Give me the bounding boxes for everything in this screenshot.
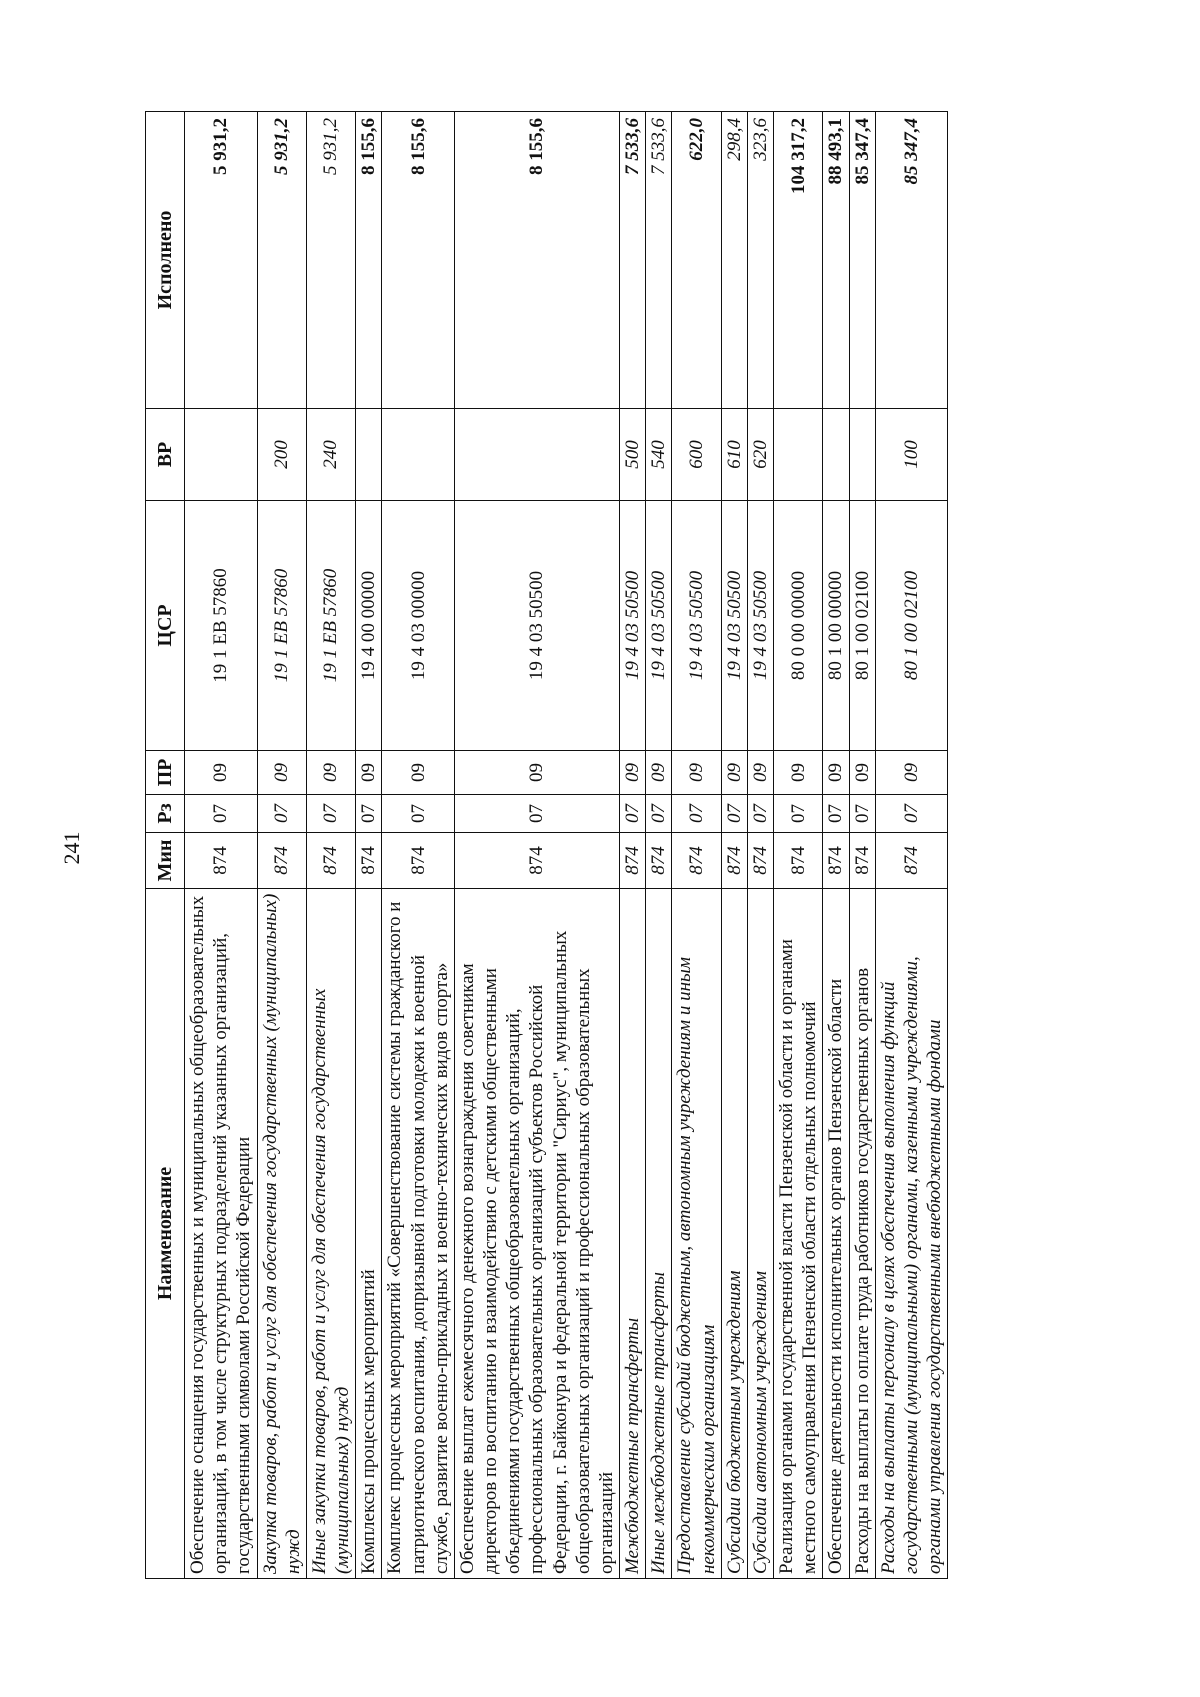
cell-name: Предоставление субсидий бюджетным, автономным учреждениям и иным некоммерческим организациям	[672, 889, 721, 1579]
cell-min: 874	[382, 833, 455, 889]
cell-min: 874	[747, 833, 773, 889]
cell-rz: 07	[185, 795, 258, 833]
table-row	[646, 112, 672, 1579]
budget-table-rotated	[145, 112, 1105, 1579]
cell-min: 874	[875, 833, 948, 889]
table-row	[875, 112, 948, 1579]
cell-name: Реализация органами государственной власти Пензенской области и органами местного самоуправления Пензенской области отдельных полномочий	[774, 889, 823, 1579]
table-row	[382, 112, 455, 1579]
table-row	[721, 112, 747, 1579]
cell-rz: 07	[257, 795, 306, 833]
cell-executed: 5 931,2	[257, 112, 306, 409]
cell-vr: 600	[672, 409, 721, 501]
table-row	[185, 112, 258, 1579]
cell-executed: 85 347,4	[875, 112, 948, 409]
cell-name: Комплексы процессных мероприятий	[356, 889, 382, 1579]
cell-name: Межбюджетные трансферты	[620, 889, 646, 1579]
cell-vr: 240	[306, 409, 355, 501]
cell-min: 874	[356, 833, 382, 889]
cell-rz: 07	[382, 795, 455, 833]
cell-name: Расходы на выплаты персоналу в целях обеспечения выполнения функций государственными (муниципальными) органами, казенными учреждениями, органами управления государственными внебюджетными фондами	[875, 889, 948, 1579]
cell-rz: 07	[646, 795, 672, 833]
cell-pr: 09	[257, 751, 306, 795]
cell-name: Закупка товаров, работ и услуг для обеспечения государственных (муниципальных) нужд	[257, 889, 306, 1579]
header-executed: Исполнено	[146, 112, 185, 409]
cell-csr: 80 1 00 00000	[823, 501, 849, 751]
cell-executed: 8 155,6	[356, 112, 382, 409]
cell-executed: 323,6	[747, 112, 773, 409]
cell-csr: 19 4 03 50500	[721, 501, 747, 751]
cell-rz: 07	[306, 795, 355, 833]
cell-min: 874	[185, 833, 258, 889]
cell-vr	[454, 409, 619, 501]
cell-rz: 07	[672, 795, 721, 833]
cell-vr	[774, 409, 823, 501]
table-row	[774, 112, 823, 1579]
header-vr: ВР	[146, 409, 185, 501]
cell-name: Обеспечение деятельности исполнительных органов Пензенской области	[823, 889, 849, 1579]
table-row	[849, 112, 875, 1579]
cell-pr: 09	[672, 751, 721, 795]
cell-rz: 07	[747, 795, 773, 833]
cell-min: 874	[257, 833, 306, 889]
cell-name: Расходы на выплаты по оплате труда работников государственных органов	[849, 889, 875, 1579]
header-pr: ПР	[146, 751, 185, 795]
cell-executed: 8 155,6	[454, 112, 619, 409]
cell-vr	[185, 409, 258, 501]
cell-min: 874	[849, 833, 875, 889]
cell-csr: 19 4 03 50500	[646, 501, 672, 751]
cell-name: Обеспечение оснащения государственных и муниципальных общеобразовательных организаций, в том числе структурных подразделений указанных организаций, государственными символами Российской Федерации	[185, 889, 258, 1579]
cell-csr: 80 1 00 02100	[849, 501, 875, 751]
cell-vr: 200	[257, 409, 306, 501]
cell-vr: 500	[620, 409, 646, 501]
cell-rz: 07	[620, 795, 646, 833]
cell-executed: 7 533,6	[620, 112, 646, 409]
cell-executed: 5 931,2	[306, 112, 355, 409]
cell-rz: 07	[774, 795, 823, 833]
cell-pr: 09	[356, 751, 382, 795]
cell-name: Субсидии автономным учреждениям	[747, 889, 773, 1579]
cell-pr: 09	[382, 751, 455, 795]
cell-vr	[823, 409, 849, 501]
table-row	[306, 112, 355, 1579]
cell-name: Иные межбюджетные трансферты	[646, 889, 672, 1579]
cell-executed: 8 155,6	[382, 112, 455, 409]
cell-min: 874	[646, 833, 672, 889]
cell-min: 874	[306, 833, 355, 889]
cell-csr: 80 1 00 02100	[875, 501, 948, 751]
cell-vr: 540	[646, 409, 672, 501]
cell-pr: 09	[620, 751, 646, 795]
cell-vr	[382, 409, 455, 501]
cell-min: 874	[823, 833, 849, 889]
table-row	[672, 112, 721, 1579]
cell-pr: 09	[875, 751, 948, 795]
cell-vr	[356, 409, 382, 501]
cell-csr: 19 1 ЕВ 57860	[257, 501, 306, 751]
cell-executed: 88 493,1	[823, 112, 849, 409]
cell-name: Субсидии бюджетным учреждениям	[721, 889, 747, 1579]
cell-executed: 5 931,2	[185, 112, 258, 409]
cell-vr: 100	[875, 409, 948, 501]
table-row	[620, 112, 646, 1579]
header-min: Мин	[146, 833, 185, 889]
cell-pr: 09	[721, 751, 747, 795]
cell-min: 874	[721, 833, 747, 889]
table-row	[257, 112, 306, 1579]
cell-pr: 09	[747, 751, 773, 795]
cell-min: 874	[672, 833, 721, 889]
cell-pr: 09	[185, 751, 258, 795]
header-csr: ЦСР	[146, 501, 185, 751]
cell-rz: 07	[875, 795, 948, 833]
cell-min: 874	[774, 833, 823, 889]
cell-executed: 85 347,4	[849, 112, 875, 409]
cell-csr: 19 4 03 00000	[382, 501, 455, 751]
header-name: Наименование	[146, 889, 185, 1579]
cell-executed: 7 533,6	[646, 112, 672, 409]
cell-pr: 09	[774, 751, 823, 795]
cell-csr: 19 4 03 50500	[454, 501, 619, 751]
header-rz: Рз	[146, 795, 185, 833]
cell-csr: 80 0 00 00000	[774, 501, 823, 751]
budget-table	[145, 111, 948, 1579]
cell-vr: 620	[747, 409, 773, 501]
cell-rz: 07	[454, 795, 619, 833]
cell-pr: 09	[849, 751, 875, 795]
cell-rz: 07	[721, 795, 747, 833]
cell-min: 874	[620, 833, 646, 889]
table-row	[356, 112, 382, 1579]
cell-vr	[849, 409, 875, 501]
cell-executed: 622,0	[672, 112, 721, 409]
cell-executed: 298,4	[721, 112, 747, 409]
cell-csr: 19 4 03 50500	[747, 501, 773, 751]
cell-name: Иные закупки товаров, работ и услуг для обеспечения государственных (муниципальных) нужд	[306, 889, 355, 1579]
cell-name: Обеспечение выплат ежемесячного денежного вознаграждения советникам директоров по воспитанию и взаимодействию с детскими общественными объединениями государственных общеобразовательных организаций, профессиональных образовательных организаций субъектов Российской Федерации, г. Байконура и федеральной территории "Сириус", муниципальных общеобразовательных организаций и профессиональных образовательных организаций	[454, 889, 619, 1579]
cell-executed: 104 317,2	[774, 112, 823, 409]
page-number: 241	[59, 831, 84, 865]
cell-pr: 09	[646, 751, 672, 795]
cell-vr: 610	[721, 409, 747, 501]
cell-csr: 19 4 03 50500	[620, 501, 646, 751]
cell-csr: 19 4 00 00000	[356, 501, 382, 751]
table-row	[747, 112, 773, 1579]
cell-rz: 07	[849, 795, 875, 833]
cell-pr: 09	[823, 751, 849, 795]
cell-csr: 19 1 ЕВ 57860	[185, 501, 258, 751]
table-row	[454, 112, 619, 1579]
cell-csr: 19 1 ЕВ 57860	[306, 501, 355, 751]
cell-pr: 09	[454, 751, 619, 795]
table-header-row	[146, 112, 185, 1579]
cell-name: Комплекс процессных мероприятий «Совершенствование системы гражданского и патриотического воспитания, допризывной подготовки молодежи к военной службе, развитие военно-прикладных и военно-технических видов спорта»	[382, 889, 455, 1579]
cell-rz: 07	[356, 795, 382, 833]
cell-rz: 07	[823, 795, 849, 833]
table-row	[823, 112, 849, 1579]
cell-pr: 09	[306, 751, 355, 795]
cell-csr: 19 4 03 50500	[672, 501, 721, 751]
cell-min: 874	[454, 833, 619, 889]
